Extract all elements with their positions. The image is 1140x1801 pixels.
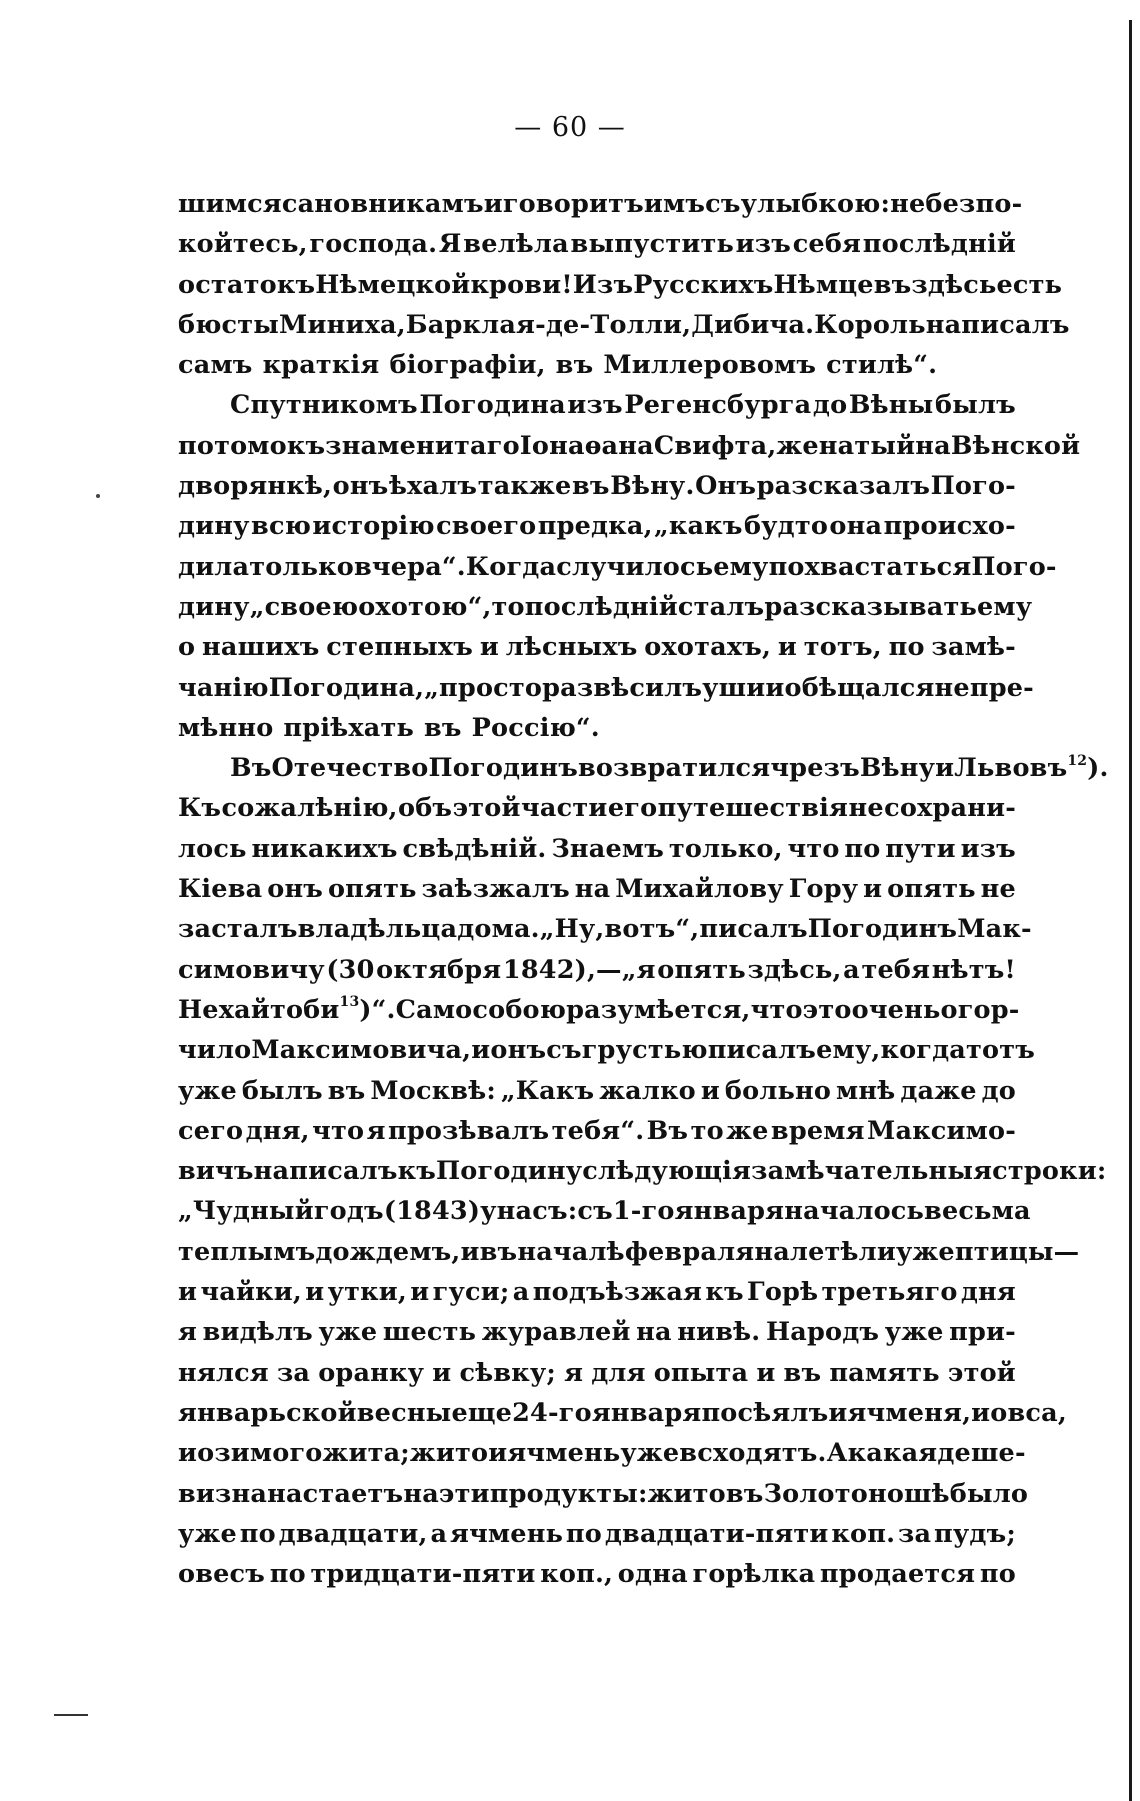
text-line: и озимого жита; жито и ячмень уже всходятъ. А какая деше- (178, 1438, 1026, 1469)
text-line: и чайки, и утки, и гуси; а подъѣзжая къ Горѣ третьяго дня (178, 1277, 1016, 1308)
text-line: я видѣлъ уже шесть журавлей на нивѣ. Народъ уже при- (178, 1317, 1016, 1348)
text-line: теплымъ дождемъ, и въ началѣ февраля налетѣли уже птицы — (178, 1236, 1080, 1267)
text-line: нялся за оранку и сѣвку; я для опыта и въ память этой (178, 1357, 1016, 1388)
page-number: — 60 — (514, 112, 626, 143)
margin-speck (96, 494, 100, 498)
paragraph (178, 385, 1081, 748)
text-line: мѣнно пріѣхать въ Россію“. (178, 712, 600, 743)
text-line: засталъ владѣльца дома. „Ну, вотъ“, писалъ Погодинъ Мак- (178, 914, 1032, 945)
paragraph (178, 184, 1070, 385)
text-line: сего дня, что я прозѣвалъ тебя“. Въ то же время Максимо- (178, 1115, 1016, 1146)
text-line: „Чудный годъ (1843) у насъ: съ 1-го января началось весьма (178, 1196, 1031, 1227)
text-line: бюсты Миниха, Барклая-де-Толли, Дибича. Король написалъ (178, 309, 1070, 340)
paragraph (178, 748, 1109, 1594)
text-line: Къ сожалѣнію, объ этой части его путешествія не сохрани- (178, 793, 1016, 824)
text-line: уже по двадцати, а ячмень по двадцати-пяти коп. за пудъ; (178, 1518, 1016, 1549)
text-line: самъ краткія біографіи, въ Миллеровомъ стилѣ“. (178, 350, 938, 381)
text-line: симовичу (30 октября 1842),—„я опять здѣсь, а тебя нѣтъ! (178, 954, 1016, 985)
text-line: Нехай тоби $^{13}$)“. Само собою разумѣется, что это очень огор- (178, 994, 1020, 1025)
text-line: остатокъ Нѣмецкой крови! Изъ Русскихъ Нѣмцевъ здѣсь есть (178, 269, 1063, 300)
text-line: потомокъ знаменитаго Іонаѳана Свифта, женатый на Вѣнской (178, 430, 1081, 461)
text-line: Кіева онъ опять заѣзжалъ на Михайлову Гору и опять не (178, 874, 1016, 905)
margin-mark (54, 1714, 88, 1716)
text-line: овесъ по тридцати-пяти коп., одна горѣлка продается по (178, 1559, 1016, 1590)
text-line: чило Максимовича, и онъ съ грустью писалъ ему, когда тотъ (178, 1035, 1036, 1066)
text-line: январьской весны еще 24-го января посѣялъ и ячменя, и овса, (178, 1397, 1067, 1428)
page-edge-shadow (1129, 20, 1132, 1801)
text-line: шимся сановникамъ и говоритъ имъ съ улыбкою: не безпо- (178, 189, 1023, 219)
text-line: визна настаетъ на эти продукты: жито въ Золотоношѣ было (178, 1478, 1029, 1509)
text-line: лось никакихъ свѣдѣній. Знаемъ только, что по пути изъ (178, 833, 1016, 864)
text-line: койтесь, господа. Я велѣла выпустить изъ себя послѣдній (178, 229, 1016, 260)
text-line: дину „своею охотою“, то послѣдній сталъ разсказывать ему (178, 591, 1033, 622)
text-line: вичъ написалъ къ Погодину слѣдующія замѣчательныя строки: (178, 1156, 1107, 1187)
text-line: уже былъ въ Москвѣ: „Какъ жалко и больно мнѣ даже до (178, 1075, 1016, 1106)
text-line: дворянкѣ, онъ ѣхалъ также въ Вѣну. Онъ разсказалъ Пого- (178, 471, 1016, 502)
text-line: Спутникомъ Погодина изъ Регенсбурга до Вѣны былъ (230, 390, 1016, 421)
text-line: дину всю исторію своего предка, „какъ будто она происхо- (178, 511, 1016, 542)
body-text (178, 184, 1109, 1594)
text-line: Въ Отечество Погодинъ возвратился чрезъ Вѣну и Львовъ $^{12}$). (230, 752, 1109, 784)
text-line: о нашихъ степныхъ и лѣсныхъ охотахъ, и тотъ, по замѣ- (178, 632, 1016, 663)
text-line: дила только вчера“. Когда случилось ему похвастаться Пого- (178, 551, 1057, 582)
text-line: чанію Погодина, „просто развѣсилъ уши и обѣщался непре- (178, 672, 1034, 703)
